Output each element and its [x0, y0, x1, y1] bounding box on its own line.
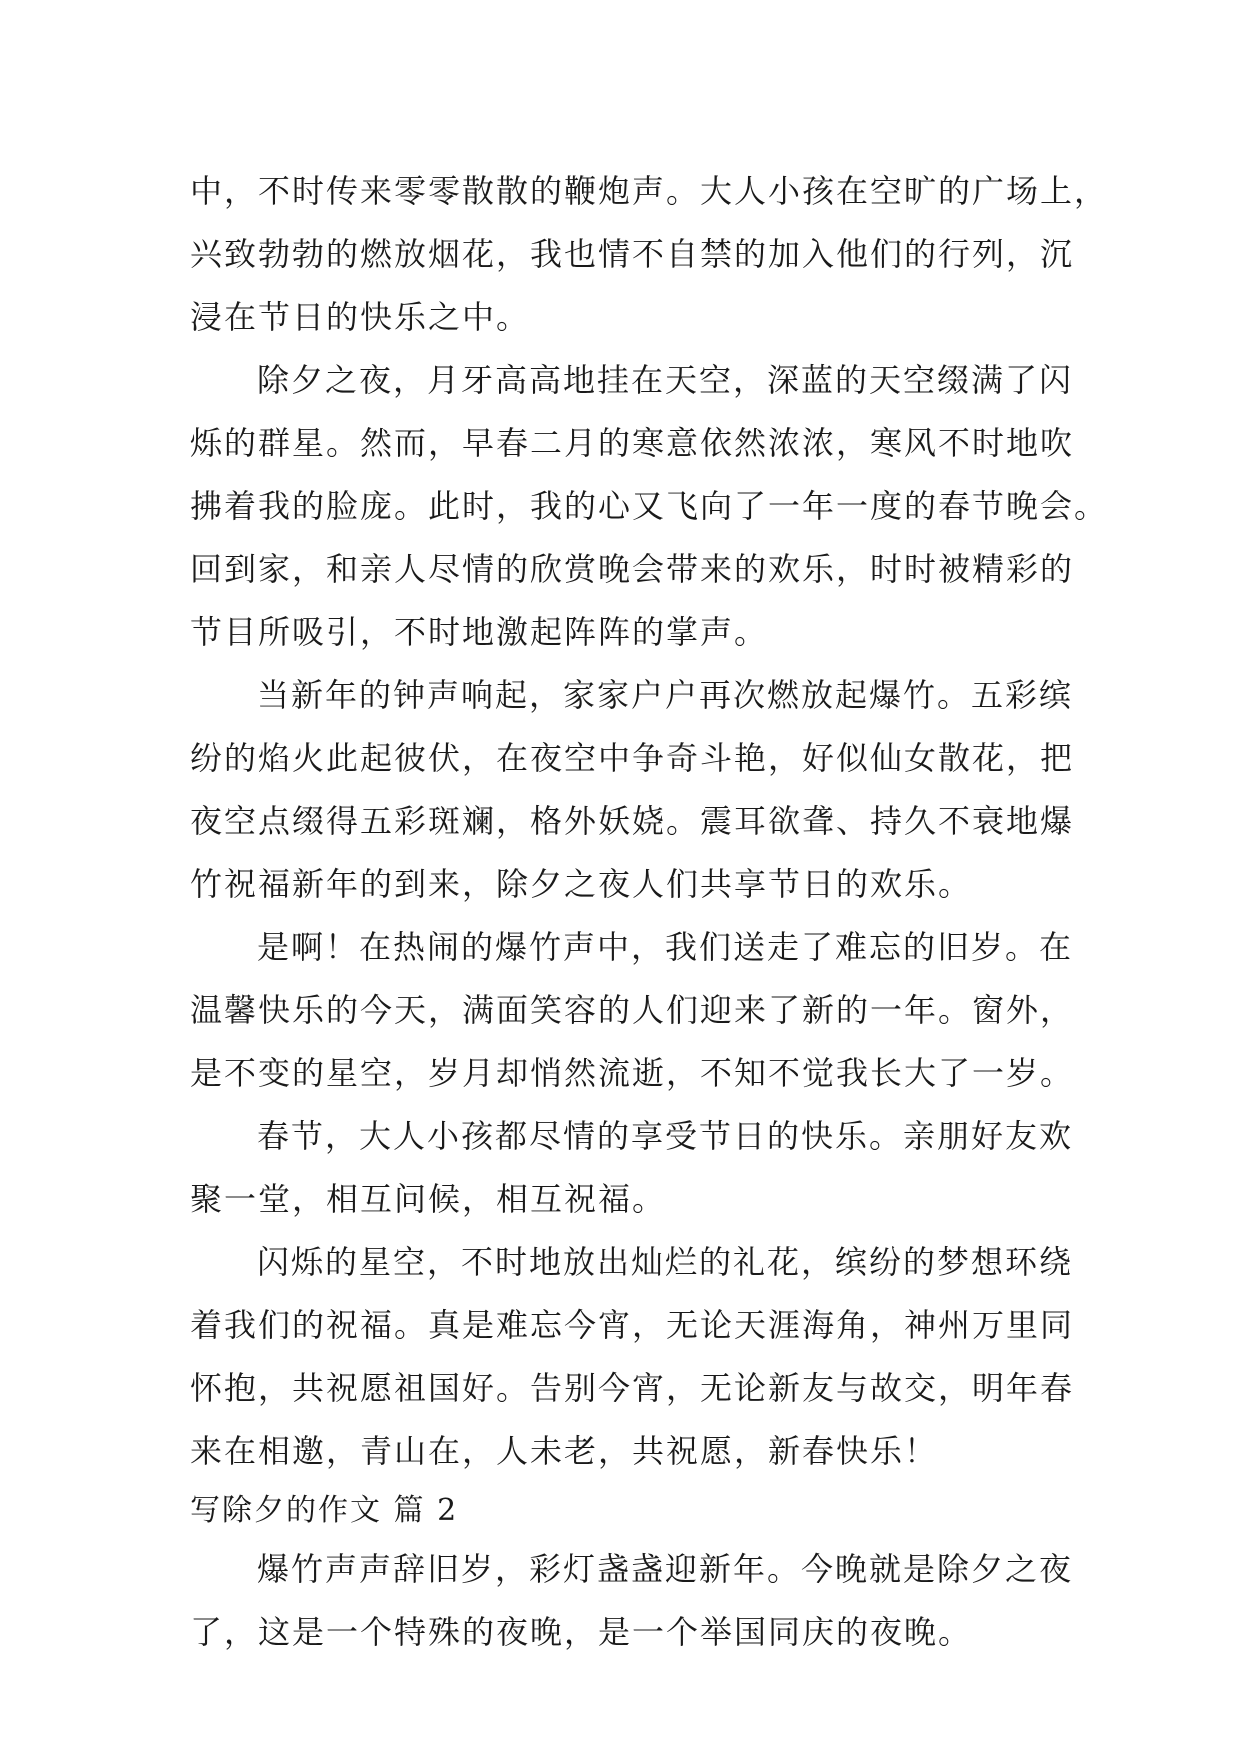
paragraph-first-line: 闪烁的星空，不时地放出灿烂的礼花，缤纷的梦想环绕	[257, 1243, 1074, 1281]
text-line: 浸在节日的快乐之中。	[190, 298, 531, 336]
document-body	[190, 160, 1109, 1664]
paragraph-first-line: 是啊！在热闹的爆竹声中，我们送走了难忘的旧岁。在	[257, 928, 1074, 966]
text-line: 温馨快乐的今天，满面笑容的人们迎来了新的一年。窗外，	[190, 991, 1075, 1029]
paragraph-first-line: 春节，大人小孩都尽情的享受节日的快乐。亲朋好友欢	[257, 1117, 1074, 1155]
text-line: 回到家，和亲人尽情的欣赏晚会带来的欢乐，时时被精彩的	[190, 550, 1075, 588]
text-line: 拂着我的脸庞。此时，我的心又飞向了一年一度的春节晚会。	[190, 487, 1109, 525]
paragraph-first-line: 爆竹声声辞旧岁，彩灯盏盏迎新年。今晚就是除夕之夜	[257, 1550, 1074, 1588]
text-line: 是不变的星空，岁月却悄然流逝，不知不觉我长大了一岁。	[190, 1054, 1075, 1092]
text-line: 烁的群星。然而，早春二月的寒意依然浓浓，寒风不时地吹	[190, 424, 1075, 462]
text-line: 夜空点缀得五彩斑斓，格外妖娆。震耳欲聋、持久不衰地爆	[190, 802, 1075, 840]
text-line: 纷的焰火此起彼伏，在夜空中争奇斗艳，好似仙女散花，把	[190, 739, 1075, 777]
text-line: 节目所吸引，不时地激起阵阵的掌声。	[190, 613, 769, 651]
text-line: 怀抱，共祝愿祖国好。告别今宵，无论新友与故交，明年春	[190, 1369, 1075, 1407]
text-line: 着我们的祝福。真是难忘今宵，无论天涯海角，神州万里同	[190, 1306, 1075, 1344]
text-line: 聚一堂，相互问候，相互祝福。	[190, 1180, 667, 1218]
paragraph-first-line: 当新年的钟声响起，家家户户再次燃放起爆竹。五彩缤	[257, 676, 1074, 714]
text-line: 竹祝福新年的到来，除夕之夜人们共享节日的欢乐。	[190, 865, 973, 903]
text-line: 中，不时传来零零散散的鞭炮声。大人小孩在空旷的广场上，	[190, 172, 1109, 210]
text-line: 了，这是一个特殊的夜晚，是一个举国同庆的夜晚。	[190, 1613, 973, 1651]
paragraph-first-line: 除夕之夜，月牙高高地挂在天空，深蓝的天空缀满了闪	[257, 361, 1074, 399]
text-line: 来在相邀，青山在，人未老，共祝愿，新春快乐！	[190, 1432, 939, 1470]
section-heading: 写除夕的作文 篇 2	[190, 1493, 459, 1528]
text-line: 兴致勃勃的燃放烟花，我也情不自禁的加入他们的行列，沉	[190, 235, 1075, 273]
